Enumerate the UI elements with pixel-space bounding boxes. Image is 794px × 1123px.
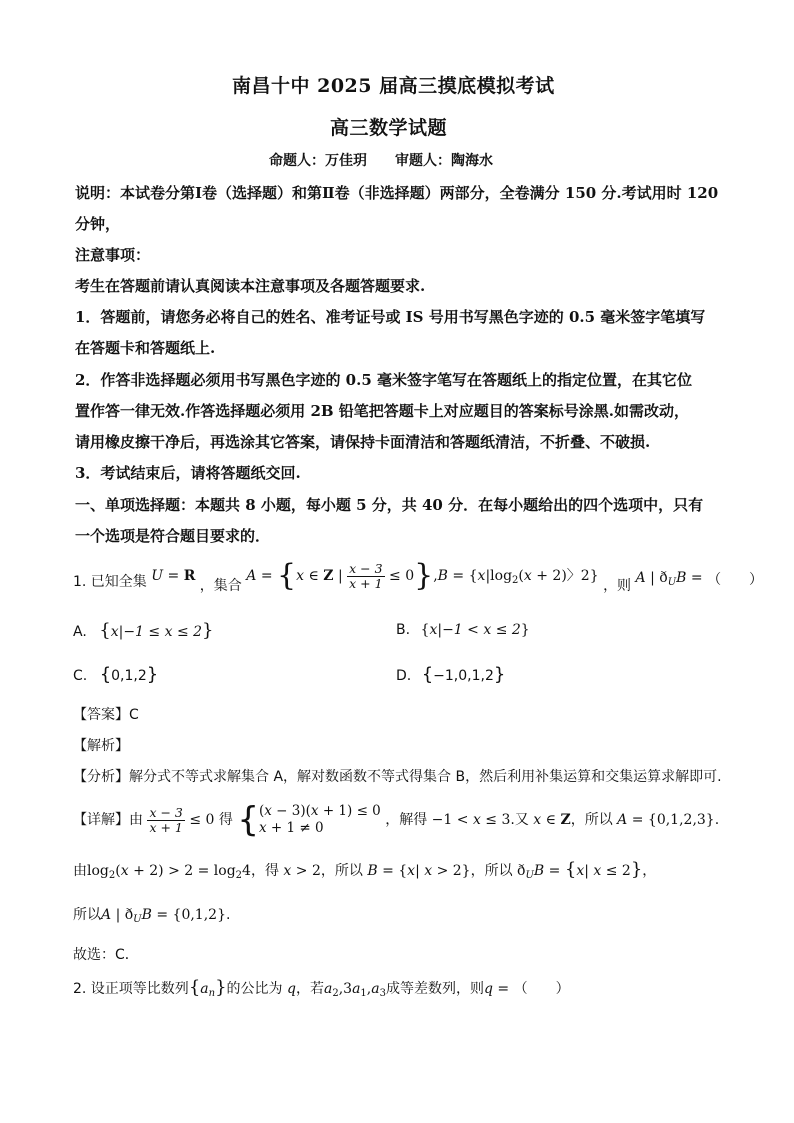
notice-item-2-line-2: 置作答一律无效.作答选择题必须用 2B 铅笔把答题卡上对应题目的答案标号涂黑.如需改动，: [75, 402, 690, 420]
q1-target-expr: A | $ð_UB$ =: [635, 570, 703, 588]
question-2-stem: [73, 977, 570, 999]
option-a-label: A.: [73, 624, 87, 640]
option-d-set: −1,0,1,2: [433, 668, 494, 684]
detail-set-a-result: A = {0,1,2,3}: [617, 812, 715, 828]
detail-you2: 由: [73, 863, 87, 879]
section-1-line-1: 一、单项选择题：本题共 8 小题，每小题 5 分，共 40 分．在每小题给出的四个选项中，只有: [75, 496, 704, 514]
detail-line-1: [73, 798, 719, 842]
option-a-expr: {x|−1 ≤ x ≤ 2}: [99, 620, 214, 641]
q2-terms: $a_2,3a_1,a_3$: [323, 981, 386, 999]
detail-leq: ≤ 0: [189, 812, 215, 828]
option-c[interactable]: [73, 664, 158, 685]
detail-de2: ，得: [250, 863, 279, 879]
q2-mid1: 的公比为: [226, 981, 283, 997]
notice-item-2-line-1: 2．作答非选择题必须用书写黑色字迹的 0.5 毫米签字笔写在答题纸上的指定位置，在其它位: [75, 371, 692, 389]
detail-system-brace: {: [237, 800, 259, 840]
author-line: 命题人：万佳玥 审题人：陶海水: [269, 153, 493, 169]
q2-ratio-symbol: q: [286, 981, 296, 997]
q2-prefix: 2. 设正项等比数列: [73, 981, 189, 997]
option-a[interactable]: [73, 620, 213, 641]
detail-x-gt-2: x > 2: [283, 863, 321, 879]
section-1-line-2: 一个选项是符合题目要求的．: [75, 527, 271, 545]
detail-prefix: 【详解】由: [73, 812, 143, 828]
instructions-line-1: 说明：本试卷分第Ⅰ卷（选择题）和第Ⅱ卷（非选择题）两部分，全卷满分 150 分.考试用时 120: [75, 184, 719, 202]
set-a-expr: A = {x ∈ Z | $\frac{x - 3}{x + 1}$ ≤ $0\},B = \{x|\log_2(x + 2)$〉2}: [246, 558, 599, 593]
detail-range: −1 < x ≤ 3: [431, 812, 511, 828]
detail-comma: ，: [642, 863, 657, 879]
detail-final-period: .: [225, 907, 231, 923]
detail-complement-b: $ð_UB = \{x|$ x ≤ 2}: [517, 859, 643, 881]
notice-intro: 考生在答题前请认真阅读本注意事项及各题答题要求.: [75, 277, 426, 295]
q1-set-word: ，集合: [199, 578, 242, 594]
detail-final-expr: A | $ð_UB = \{0,1,2\}$: [101, 907, 226, 925]
detail-line-3: [73, 904, 230, 925]
q2-mid2: ，若: [295, 981, 324, 997]
option-b-label: B.: [396, 622, 411, 638]
notice-item-1-line-2: 在答题卡和答题纸上.: [75, 339, 216, 357]
option-c-brace-open: {: [99, 664, 112, 685]
detail-x-in-z: x ∈ Z: [533, 812, 571, 828]
option-d-brace-open: {: [421, 664, 434, 685]
notice-title: 注意事项：: [75, 246, 151, 264]
detail-you: .又: [510, 812, 529, 828]
option-c-set: 0,1,2: [111, 668, 147, 684]
option-d[interactable]: [396, 664, 505, 685]
q2-sequence: $\{a_n\}$: [188, 977, 227, 999]
detail-suoyi-last: 所以: [73, 907, 101, 923]
q1-then-word: ，则: [603, 578, 632, 594]
q2-equals: q =: [483, 981, 510, 997]
detail-line-2: [73, 859, 656, 881]
detail-set-b: B = {x| x > 2}: [367, 863, 471, 879]
instructions-line-2: 分钟，: [75, 215, 121, 233]
detail-suoyi3: ，所以: [470, 863, 513, 879]
detail-system: (x − 3)(x + 1) ≤ 0 x + 1 ≠ 0: [258, 803, 381, 836]
analysis-label: 【解析】: [73, 738, 129, 754]
detail-suoyi: ，所以: [570, 812, 613, 828]
exam-subtitle: 高三数学试题: [330, 117, 448, 139]
detail-fraction: $\frac{x - 3}{x + 1}$: [149, 804, 183, 835]
q1-paren: （ ）: [707, 572, 764, 588]
q2-paren: （ ）: [513, 981, 570, 997]
option-b[interactable]: [396, 622, 530, 638]
notice-item-1-line-1: 1．答题前，请您务必将自己的姓名、准考证号或 IS 号用书写黑色字迹的 0.5 毫米签字笔填写: [75, 308, 706, 326]
option-c-brace-close: }: [146, 664, 159, 685]
q2-mid3: 成等差数列，则: [385, 981, 484, 997]
exam-title: 南昌十中 2025 届高三摸底模拟考试: [232, 75, 555, 97]
option-b-expr: {x|−1 < x ≤ 2}: [420, 622, 530, 638]
question-1-stem: [73, 556, 763, 596]
analysis-summary: 【分析】解分式不等式求解集合 A，解对数函数不等式得集合 B，然后利用补集运算和交集运算求解即可.: [73, 769, 722, 785]
notice-item-2-line-3: 请用橡皮擦干净后，再选涂其它答案，请保持卡面清洁和答题纸清洁，不折叠、不破损.: [75, 433, 651, 451]
universal-set-expr: U = R: [151, 568, 196, 584]
notice-item-3: 3．考试结束后，请将答题纸交回.: [75, 464, 301, 482]
detail-log-ineq: $\log_2(x + 2) > 2 = \log_24$: [87, 863, 251, 881]
detail-de: 得: [218, 812, 233, 828]
detail-period: .: [714, 812, 720, 828]
detail-solve: ，解得: [385, 812, 428, 828]
final-choice: 故选：C．: [73, 947, 139, 963]
q1-prefix: 1. 已知全集: [73, 574, 147, 590]
detail-suoyi2: ，所以: [320, 863, 363, 879]
answer-label: 【答案】C: [73, 707, 139, 723]
option-d-brace-close: }: [493, 664, 506, 685]
option-c-label: C.: [73, 668, 88, 684]
option-d-label: D.: [396, 668, 412, 684]
